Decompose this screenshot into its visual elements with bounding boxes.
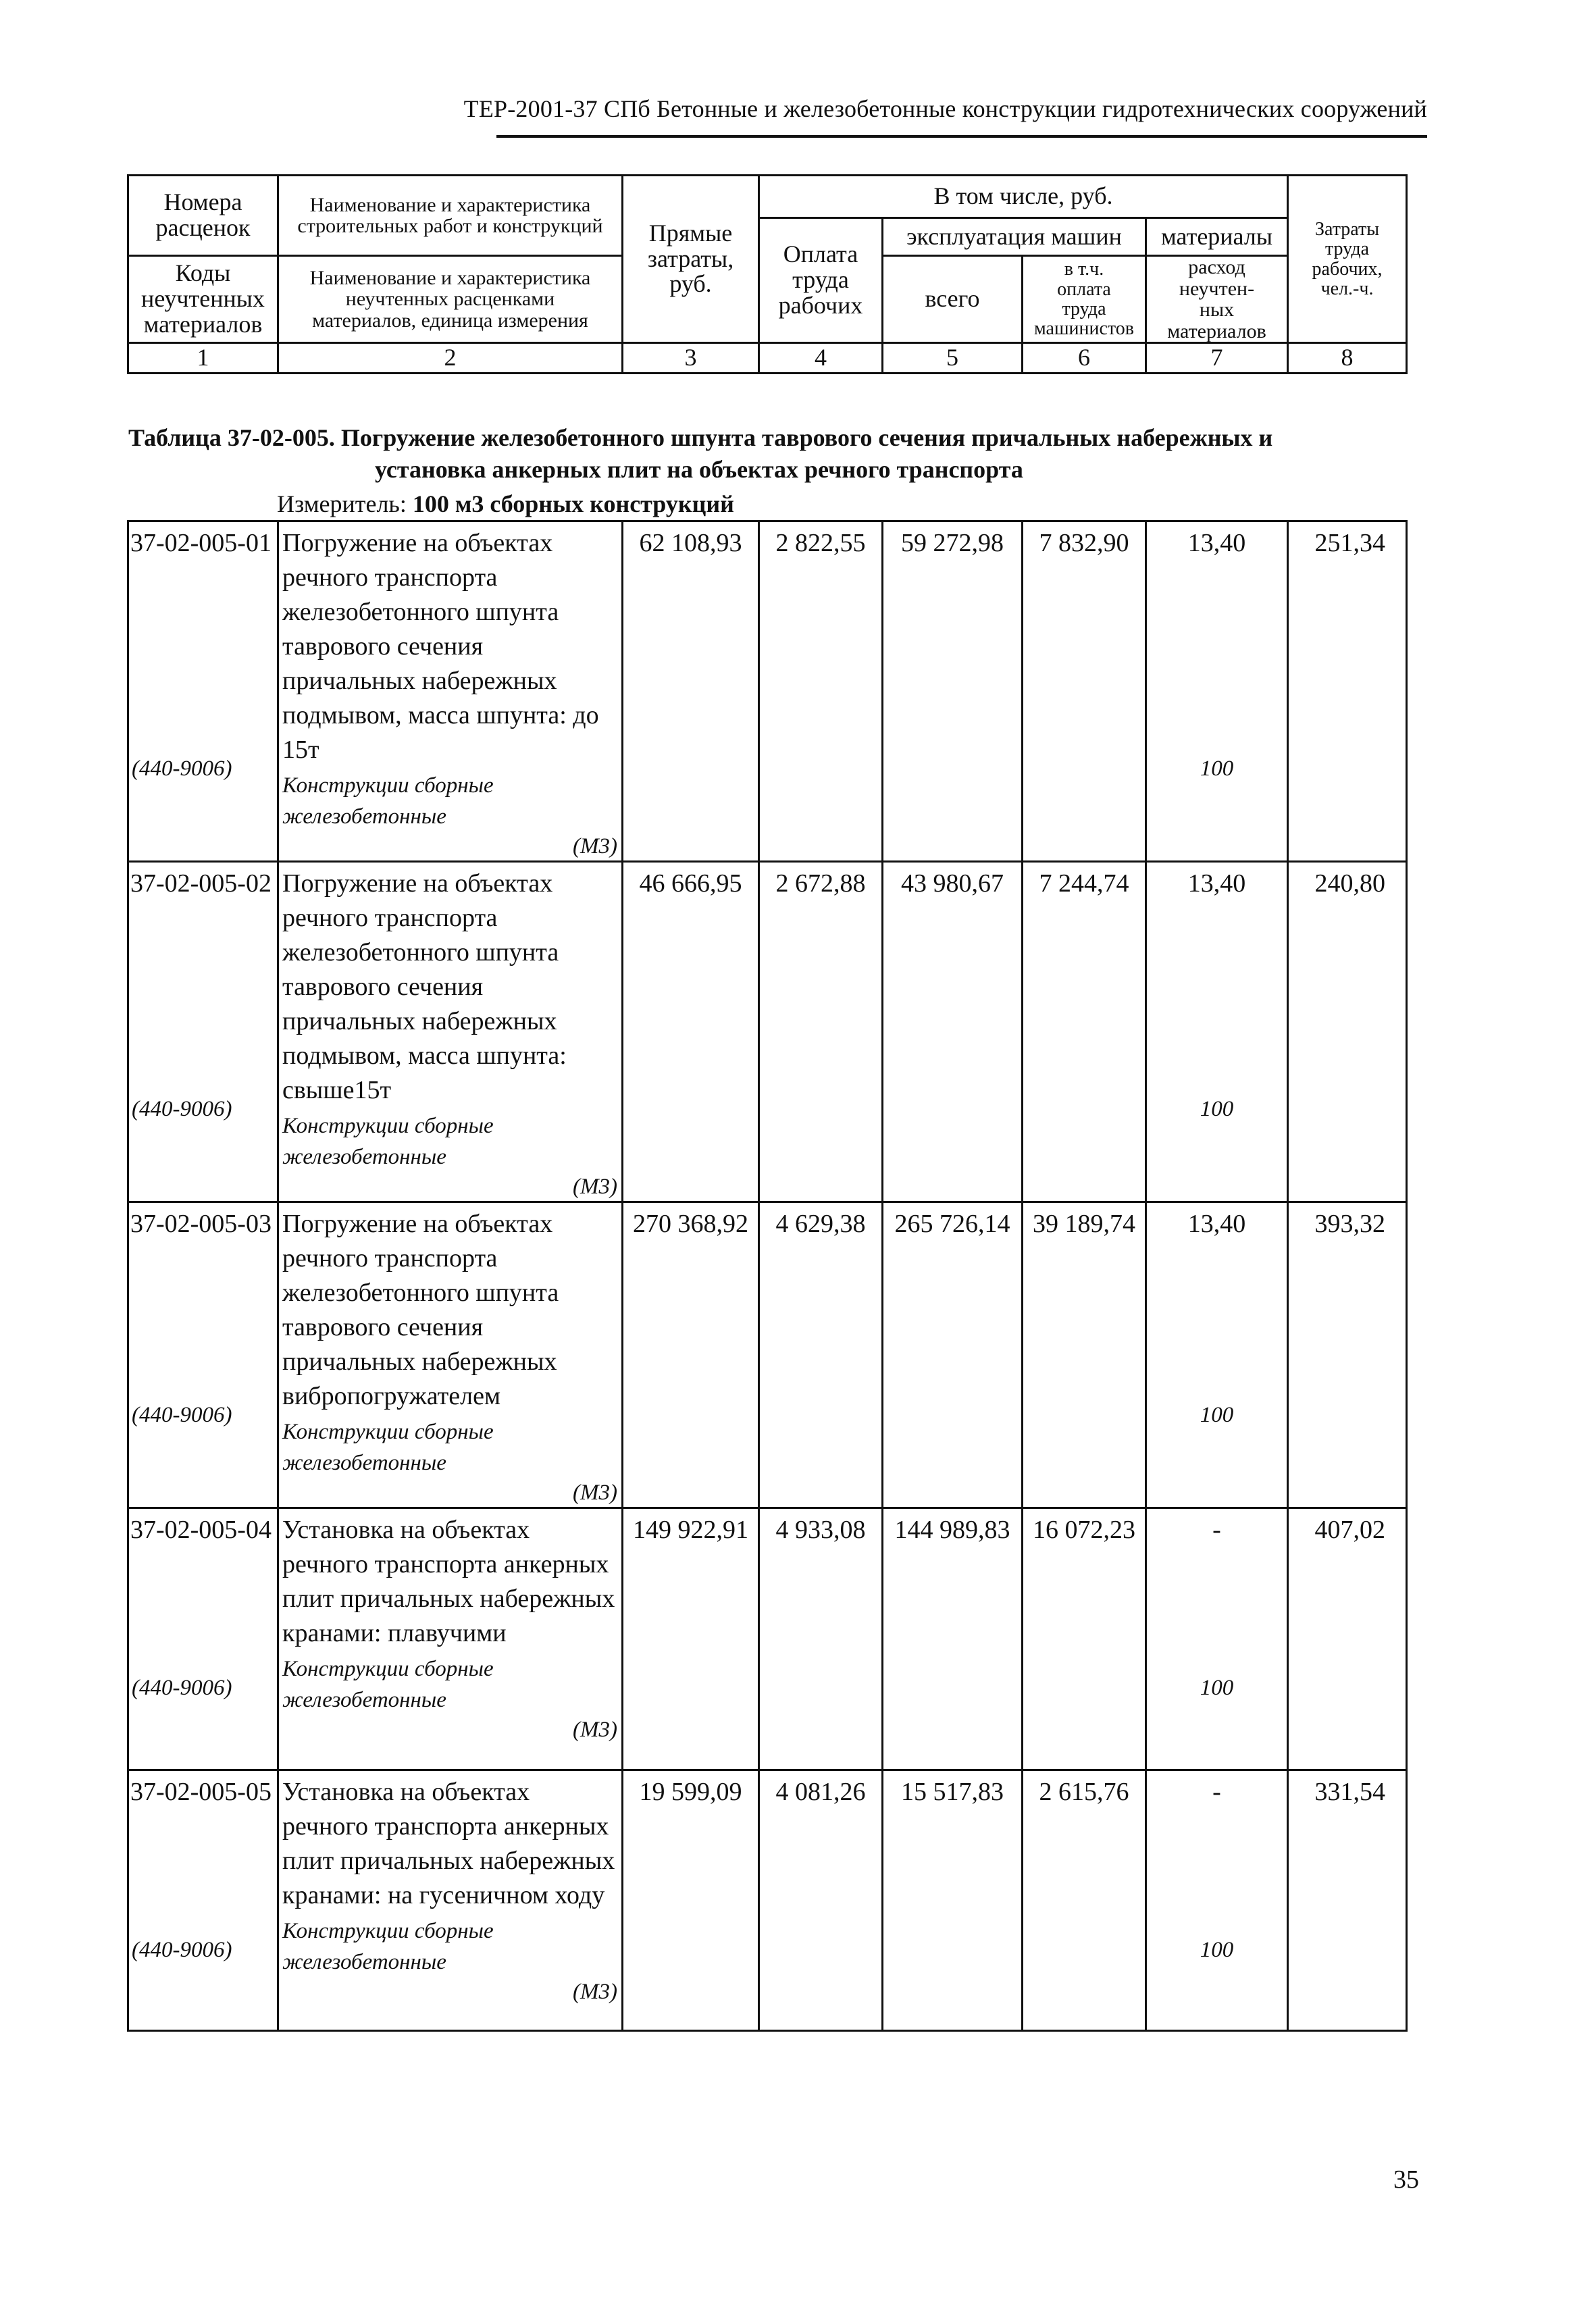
machines-total: 265 726,14 — [883, 1202, 1023, 1508]
running-header: ТЕР-2001-37 СПб Бетонные и железобетонные конструкции гидротехнических сооружений — [463, 95, 1427, 122]
table-row — [128, 862, 1407, 1202]
material-quantity: 100 — [1200, 1403, 1234, 1427]
material-code: (440-9006) — [132, 1403, 232, 1427]
rate-code: 37-02-005-03 — [130, 1210, 272, 1238]
material-unit: (М3) — [573, 1481, 617, 1505]
direct-costs: 62 108,93 — [623, 521, 759, 862]
materials-value: - — [1212, 1516, 1221, 1544]
materials-value: 13,40 — [1187, 529, 1246, 557]
worker-pay: 4 081,26 — [759, 1770, 883, 2031]
material-quantity: 100 — [1200, 1676, 1234, 1700]
machines-total: 43 980,67 — [883, 862, 1023, 1202]
measure-label: Измеритель: — [277, 490, 407, 517]
material-name: Конструкции сборные железобетонные — [282, 1420, 494, 1475]
material-code: (440-9006) — [132, 1676, 232, 1700]
column-number: 1 — [128, 343, 278, 374]
header-materials: материалы — [1146, 218, 1288, 256]
direct-costs: 19 599,09 — [623, 1770, 759, 2031]
work-name-cell — [278, 862, 623, 1202]
worker-pay: 4 933,08 — [759, 1508, 883, 1770]
machines-total: 59 272,98 — [883, 521, 1023, 862]
material-name: Конструкции сборные железобетонные — [282, 773, 494, 829]
header-direct-costs: Прямые затраты, руб. — [623, 176, 759, 343]
work-name-cell — [278, 1508, 623, 1770]
header-machines-total: всего — [883, 256, 1023, 343]
table-row — [128, 1770, 1407, 2031]
rate-code-cell — [128, 862, 278, 1202]
header-uncounted-materials: расход неучтен- ных материалов — [1146, 256, 1288, 343]
measure-value: 100 м3 сборных конструкций — [412, 490, 734, 517]
material-name: Конструкции сборные железобетонные — [282, 1657, 494, 1712]
rate-code: 37-02-005-05 — [130, 1778, 272, 1806]
work-name: Установка на объектах речного транспорта анкерных плит причальных набережных кранами: плавучими — [282, 1516, 615, 1647]
column-number: 2 — [278, 343, 623, 374]
table-title — [128, 422, 1412, 486]
material-unit: (М3) — [573, 834, 617, 858]
rates-table — [127, 520, 1408, 2032]
header-rule — [496, 135, 1427, 138]
direct-costs: 270 368,92 — [623, 1202, 759, 1508]
rate-code-cell — [128, 521, 278, 862]
materials-cell — [1146, 521, 1288, 862]
machines-total: 144 989,83 — [883, 1508, 1023, 1770]
rate-code-cell — [128, 1508, 278, 1770]
work-name: Погружение на объектах речного транспорта железобетонного шпунта таврового сечения причальных набережных подмывом, масса шпунта: до 15т — [282, 529, 599, 764]
materials-cell — [1146, 1202, 1288, 1508]
labor-hours: 331,54 — [1288, 1770, 1407, 2031]
material-unit: (М3) — [573, 1718, 617, 1742]
machinists-pay: 39 189,74 — [1023, 1202, 1146, 1508]
rate-code: 37-02-005-01 — [130, 529, 272, 557]
worker-pay: 2 822,55 — [759, 521, 883, 862]
machinists-pay: 7 832,90 — [1023, 521, 1146, 862]
direct-costs: 149 922,91 — [623, 1508, 759, 1770]
labor-hours: 240,80 — [1288, 862, 1407, 1202]
labor-hours: 251,34 — [1288, 521, 1407, 862]
measure-unit — [277, 490, 734, 518]
material-code: (440-9006) — [132, 1938, 232, 1962]
materials-cell — [1146, 862, 1288, 1202]
materials-value: 13,40 — [1187, 1210, 1246, 1238]
header-machines: эксплуатация машин — [883, 218, 1146, 256]
page-number: 35 — [1393, 2165, 1419, 2194]
material-code: (440-9006) — [132, 756, 232, 781]
column-header-table — [127, 174, 1408, 374]
work-name-cell — [278, 1770, 623, 2031]
rate-code-cell — [128, 1770, 278, 2031]
material-unit: (М3) — [573, 1175, 617, 1199]
material-name: Конструкции сборные железобетонные — [282, 1919, 494, 1974]
work-name: Погружение на объектах речного транспорта железобетонного шпунта таврового сечения причальных набережных вибропогружателем — [282, 1210, 559, 1410]
material-quantity: 100 — [1200, 1938, 1234, 1962]
material-quantity: 100 — [1200, 756, 1234, 781]
materials-cell — [1146, 1770, 1288, 2031]
material-code: (440-9006) — [132, 1097, 232, 1121]
rate-code-cell — [128, 1202, 278, 1508]
column-number: 6 — [1023, 343, 1146, 374]
work-name-cell — [278, 521, 623, 862]
header-worker-pay: Оплата труда рабочих — [759, 218, 883, 343]
materials-value: 13,40 — [1187, 869, 1246, 898]
worker-pay: 4 629,38 — [759, 1202, 883, 1508]
labor-hours: 407,02 — [1288, 1508, 1407, 1770]
labor-hours: 393,32 — [1288, 1202, 1407, 1508]
header-uncounted-codes: Коды неучтенных материалов — [128, 256, 278, 343]
column-number: 4 — [759, 343, 883, 374]
header-including: В том числе, руб. — [759, 176, 1288, 218]
rate-code: 37-02-005-04 — [130, 1516, 272, 1544]
header-rates: Номера расценок — [128, 176, 278, 256]
machinists-pay: 16 072,23 — [1023, 1508, 1146, 1770]
rate-code: 37-02-005-02 — [130, 869, 272, 898]
table-title-line-2: установка анкерных плит на объектах речного транспорта — [375, 455, 1023, 483]
work-name-cell — [278, 1202, 623, 1508]
work-name: Установка на объектах речного транспорта анкерных плит причальных набережных кранами: на гусеничном ходу — [282, 1778, 615, 1909]
machinists-pay: 2 615,76 — [1023, 1770, 1146, 2031]
column-number: 5 — [883, 343, 1023, 374]
material-unit: (М3) — [573, 1980, 617, 2004]
header-work-name: Наименование и характеристика строительных работ и конструкций — [278, 176, 623, 256]
machines-total: 15 517,83 — [883, 1770, 1023, 2031]
header-uncounted-names: Наименование и характеристика неучтенных расценками материалов, единица измерения — [278, 256, 623, 343]
column-number: 7 — [1146, 343, 1288, 374]
materials-cell — [1146, 1508, 1288, 1770]
material-name: Конструкции сборные железобетонные — [282, 1114, 494, 1169]
table-row — [128, 1202, 1407, 1508]
table-row — [128, 521, 1407, 862]
column-number: 8 — [1288, 343, 1407, 374]
table-row — [128, 1508, 1407, 1770]
column-number: 3 — [623, 343, 759, 374]
materials-value: - — [1212, 1778, 1221, 1806]
direct-costs: 46 666,95 — [623, 862, 759, 1202]
work-name: Погружение на объектах речного транспорта железобетонного шпунта таврового сечения причальных набережных подмывом, масса шпунта: свыше15т — [282, 869, 567, 1104]
header-labor-hours: Затраты труда рабочих, чел.-ч. — [1288, 176, 1407, 343]
header-machinists-pay: в т.ч. оплата труда машинистов — [1023, 256, 1146, 343]
table-title-line-1: Таблица 37-02-005. Погружение железобетонного шпунта таврового сечения причальных набережных и — [128, 424, 1273, 451]
material-quantity: 100 — [1200, 1097, 1234, 1121]
machinists-pay: 7 244,74 — [1023, 862, 1146, 1202]
worker-pay: 2 672,88 — [759, 862, 883, 1202]
